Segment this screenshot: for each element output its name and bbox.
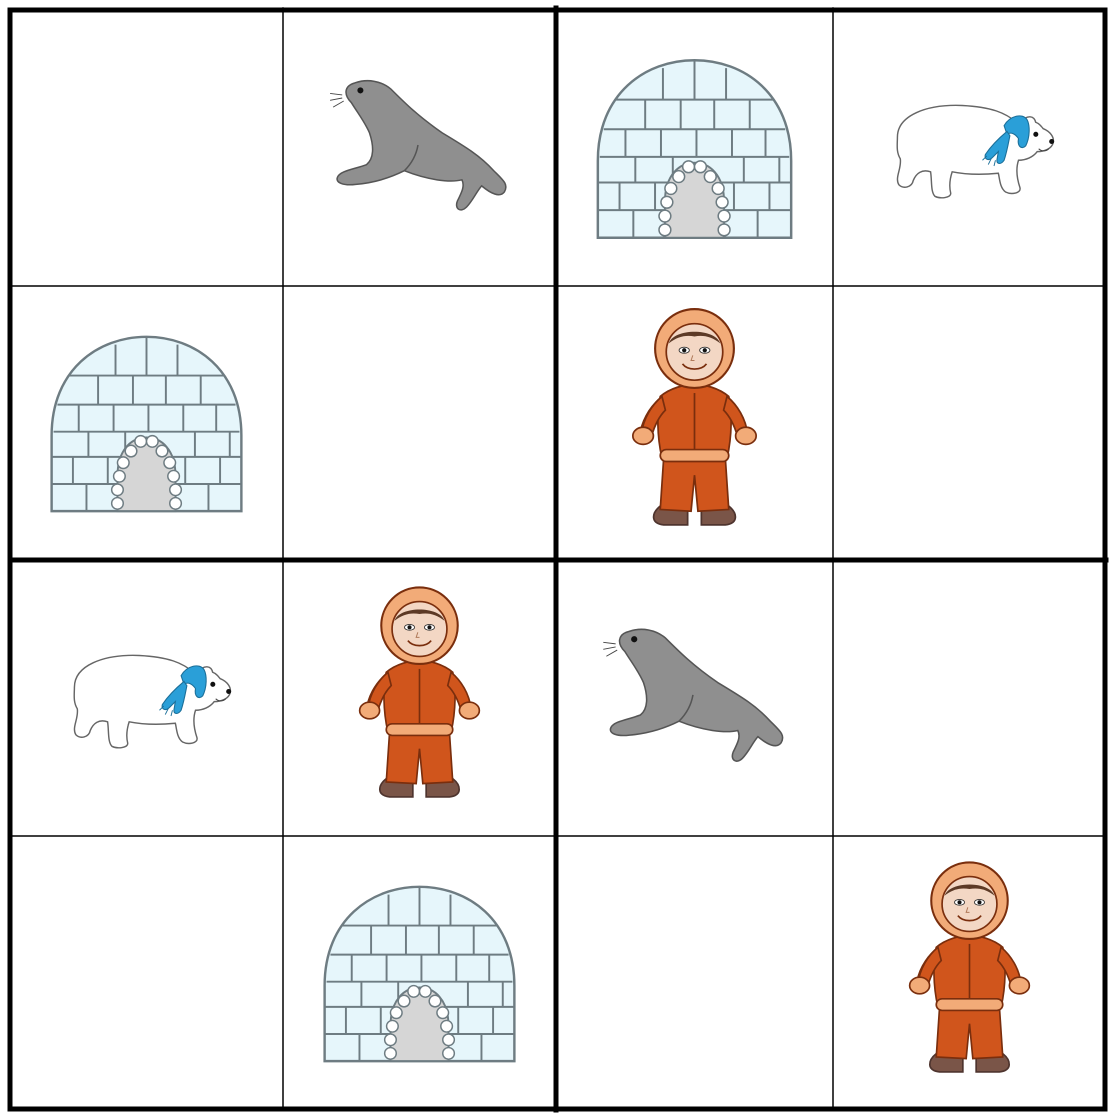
empty-cell[interactable]: [283, 286, 556, 560]
cell-r2-c3[interactable]: [556, 286, 833, 560]
cell-r1-c4[interactable]: [833, 10, 1106, 286]
cell-r4-c4[interactable]: [833, 836, 1106, 1110]
cell-r1-c2[interactable]: [283, 10, 556, 286]
igloo-icon: [52, 337, 242, 511]
cell-r3-c1[interactable]: [10, 560, 283, 836]
igloo-icon: [325, 887, 515, 1061]
igloo-icon: [598, 60, 791, 238]
empty-cell[interactable]: [10, 836, 283, 1110]
cell-r1-c1[interactable]: [10, 10, 283, 286]
cell-r3-c2[interactable]: [283, 560, 556, 836]
empty-cell[interactable]: [556, 836, 833, 1110]
empty-cell[interactable]: [10, 10, 283, 286]
empty-cell[interactable]: [833, 560, 1106, 836]
cell-r3-c3[interactable]: [556, 560, 833, 836]
cell-r2-c4[interactable]: [833, 286, 1106, 560]
cell-r1-c3[interactable]: [556, 10, 833, 286]
cell-r2-c2[interactable]: [283, 286, 556, 560]
cell-r4-c2[interactable]: [283, 836, 556, 1110]
cell-r2-c1[interactable]: [10, 286, 283, 560]
cell-r4-c1[interactable]: [10, 836, 283, 1110]
cell-r4-c3[interactable]: [556, 836, 833, 1110]
empty-cell[interactable]: [833, 286, 1106, 560]
cell-r3-c4[interactable]: [833, 560, 1106, 836]
